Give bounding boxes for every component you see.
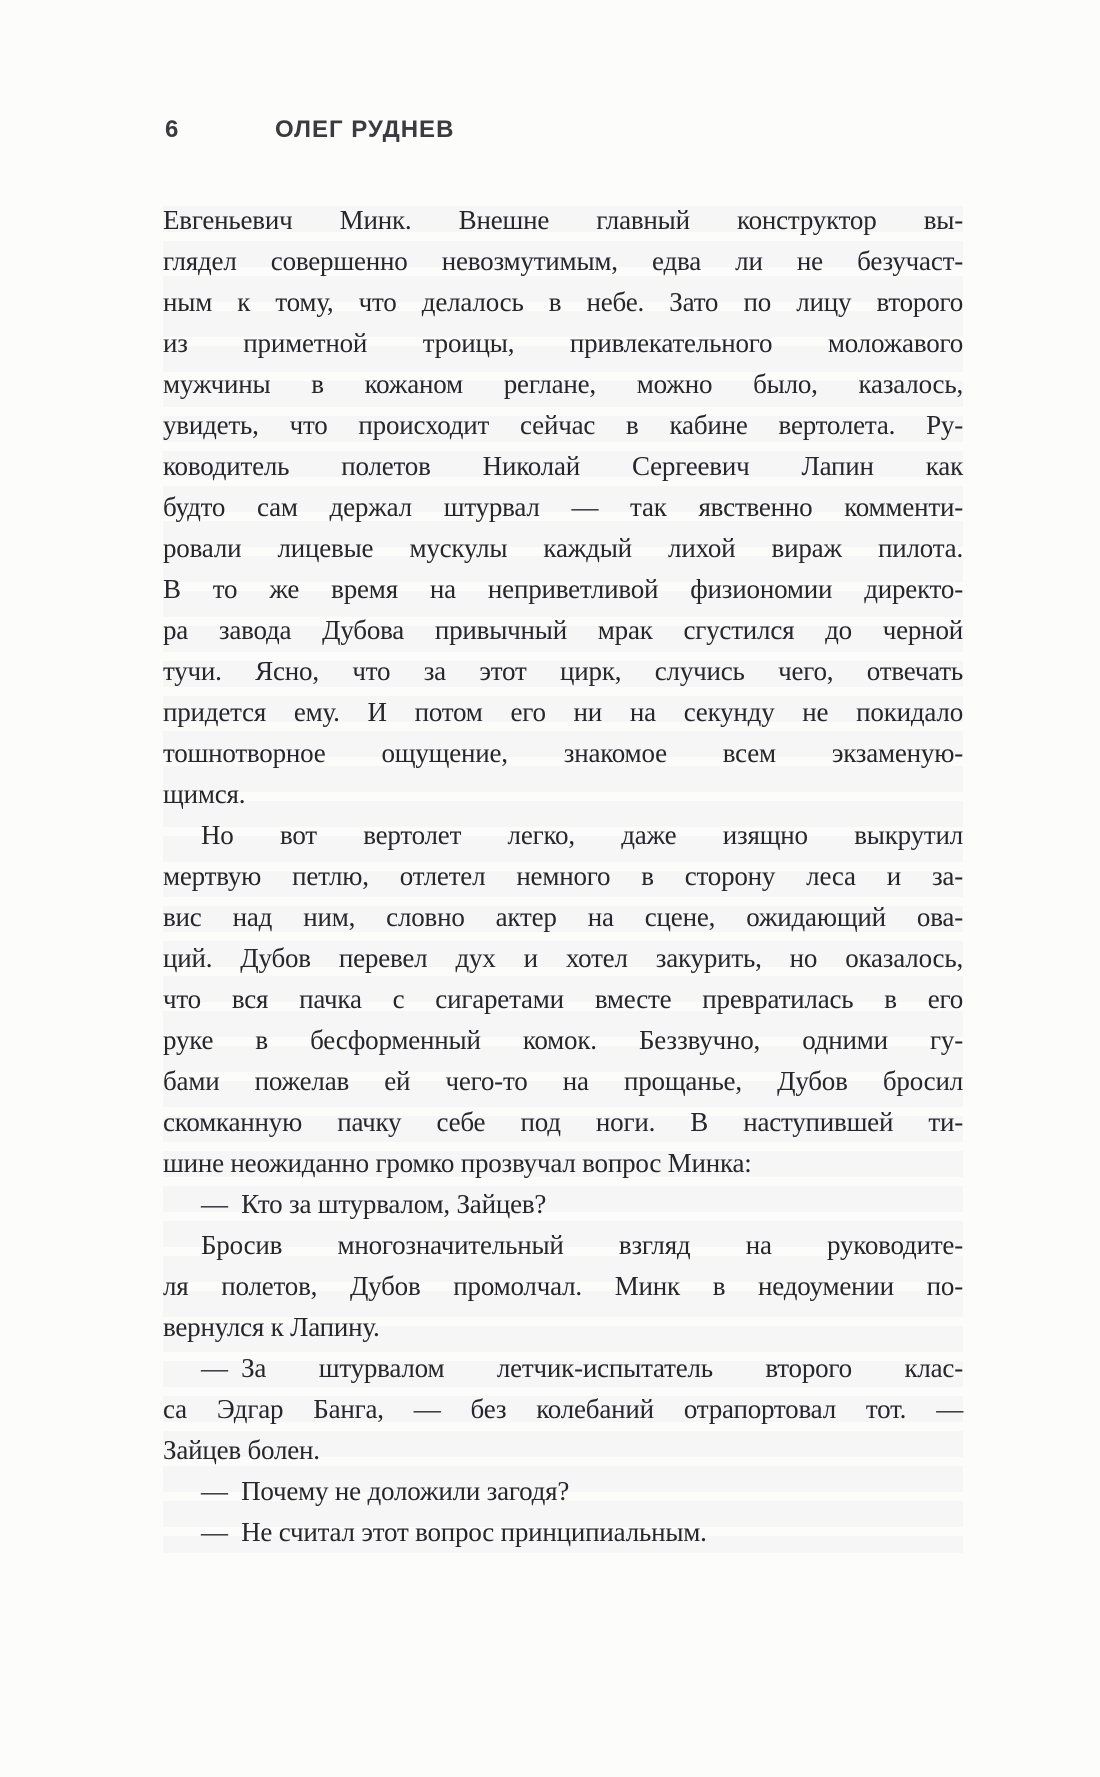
text-line: — Не считал этот вопрос принципиальным. — [201, 1517, 707, 1547]
text-line: бами пожелав ей чего-то на прощанье, Дубов бросил — [163, 1066, 963, 1096]
text-line: из приметной троицы, привлекательного моложавого — [163, 328, 963, 358]
text-line: ным к тому, что делалось в небе. Зато по лицу второго — [163, 287, 963, 317]
running-title: ОЛЕГ РУДНЕВ — [275, 116, 455, 143]
text-line: руке в бесформенный комок. Беззвучно, одними гу- — [163, 1025, 963, 1055]
text-line: ководитель полетов Николай Сергеевич Лапин как — [163, 451, 963, 481]
text-line: шине неожиданно громко прозвучал вопрос Минка: — [163, 1148, 752, 1178]
text-line: — За штурвалом летчик-испытатель второго клас- — [201, 1353, 963, 1383]
text-line: вис над ним, словно актер на сцене, ожидающий ова- — [163, 902, 963, 932]
text-line: ля полетов, Дубов промолчал. Минк в недоумении по- — [163, 1271, 963, 1301]
text-line: мужчины в кожаном реглане, можно было, казалось, — [163, 369, 963, 399]
text-line: глядел совершенно невозмутимым, едва ли не безучаст- — [163, 246, 963, 276]
text-line: придется ему. И потом его ни на секунду не покидало — [163, 697, 963, 727]
text-line: Евгеньевич Минк. Внешне главный конструктор вы- — [163, 205, 963, 235]
text-line: мертвую петлю, отлетел немного в сторону леса и за- — [163, 861, 963, 891]
text-line: — Почему не доложили загодя? — [201, 1476, 570, 1506]
text-line: увидеть, что происходит сейчас в кабине вертолета. Ру- — [163, 410, 963, 440]
text-line: тошнотворное ощущение, знакомое всем экзаменую- — [163, 738, 963, 768]
text-line: Но вот вертолет легко, даже изящно выкрутил — [201, 820, 963, 850]
text-line: ра завода Дубова привычный мрак сгустился до черной — [163, 615, 963, 645]
text-line: тучи. Ясно, что за этот цирк, случись чего, отвечать — [163, 656, 963, 686]
text-line: Зайцев болен. — [163, 1435, 320, 1465]
text-line: — Кто за штурвалом, Зайцев? — [201, 1189, 547, 1219]
text-line: что вся пачка с сигаретами вместе превратилась в его — [163, 984, 963, 1014]
page-number: 6 — [165, 116, 180, 143]
page-header — [165, 116, 454, 144]
text-line: ровали лицевые мускулы каждый лихой вираж пилота. — [163, 533, 963, 563]
text-line: В то же время на неприветливой физиономии директо- — [163, 574, 963, 604]
text-line: са Эдгар Банга, — без колебаний отрапортовал тот. — — [163, 1394, 963, 1424]
text-line: щимся. — [163, 779, 246, 809]
text-line: вернулся к Лапину. — [163, 1312, 380, 1342]
body-text — [163, 200, 963, 1553]
text-line: скомканную пачку себе под ноги. В наступившей ти- — [163, 1107, 963, 1137]
text-line: Бросив многозначительный взгляд на руководите- — [201, 1230, 963, 1260]
text-line: ций. Дубов перевел дух и хотел закурить, но оказалось, — [163, 943, 963, 973]
text-line: будто сам держал штурвал — так явственно комменти- — [163, 492, 963, 522]
